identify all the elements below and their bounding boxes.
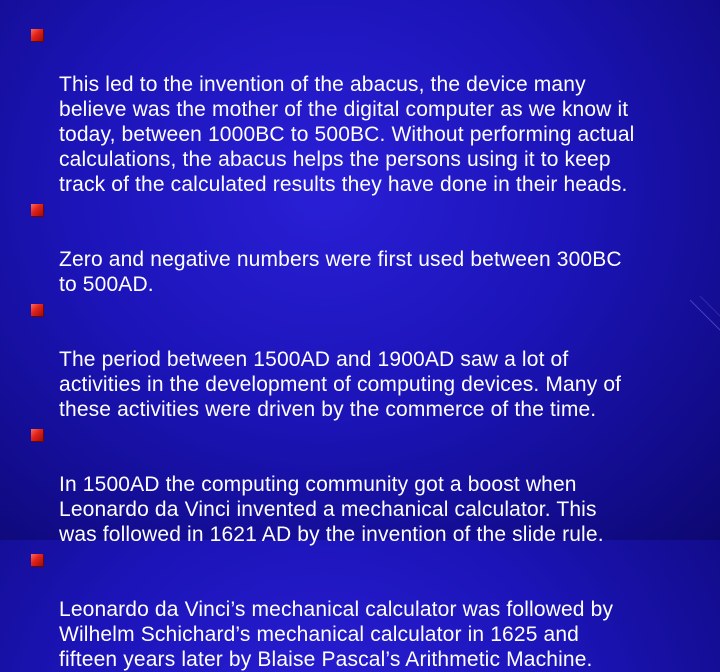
bullet-item [31,297,715,422]
bullet-item [31,422,715,547]
red-square-bullet-icon [31,554,43,566]
bullet-text: The period between 1500AD and 1900AD saw a lot of activities in the development of computing devices. Many of these activities were driven by the commerce of the time. [59,348,622,421]
bullet-item [31,547,715,672]
bullet-list [31,22,715,672]
bullet-item [31,197,715,297]
red-square-bullet-icon [31,304,43,316]
bullet-text: Zero and negative numbers were first used between 300BC to 500AD. [59,248,622,296]
bullet-text: In 1500AD the computing community got a boost when Leonardo da Vinci invented a mechanical calculator. This was followed in 1621 AD by the invention of the slide rule. [59,473,604,546]
bullet-text: This led to the invention of the abacus, the device many believe was the mother of the digital computer as we know it today, between 1000BC to 500BC. Without performing actual calculations, the abacus helps the persons using it to keep track of the calculated results they have done in their heads. [59,73,635,196]
red-square-bullet-icon [31,204,43,216]
bullet-text: Leonardo da Vinci’s mechanical calculator was followed by Wilhelm Schichard’s mechanical calculator in 1625 and fifteen years later by Blaise Pascal’s Arithmetic Machine. [59,598,614,671]
red-square-bullet-icon [31,429,43,441]
red-square-bullet-icon [31,29,43,41]
bullet-item [31,22,715,197]
